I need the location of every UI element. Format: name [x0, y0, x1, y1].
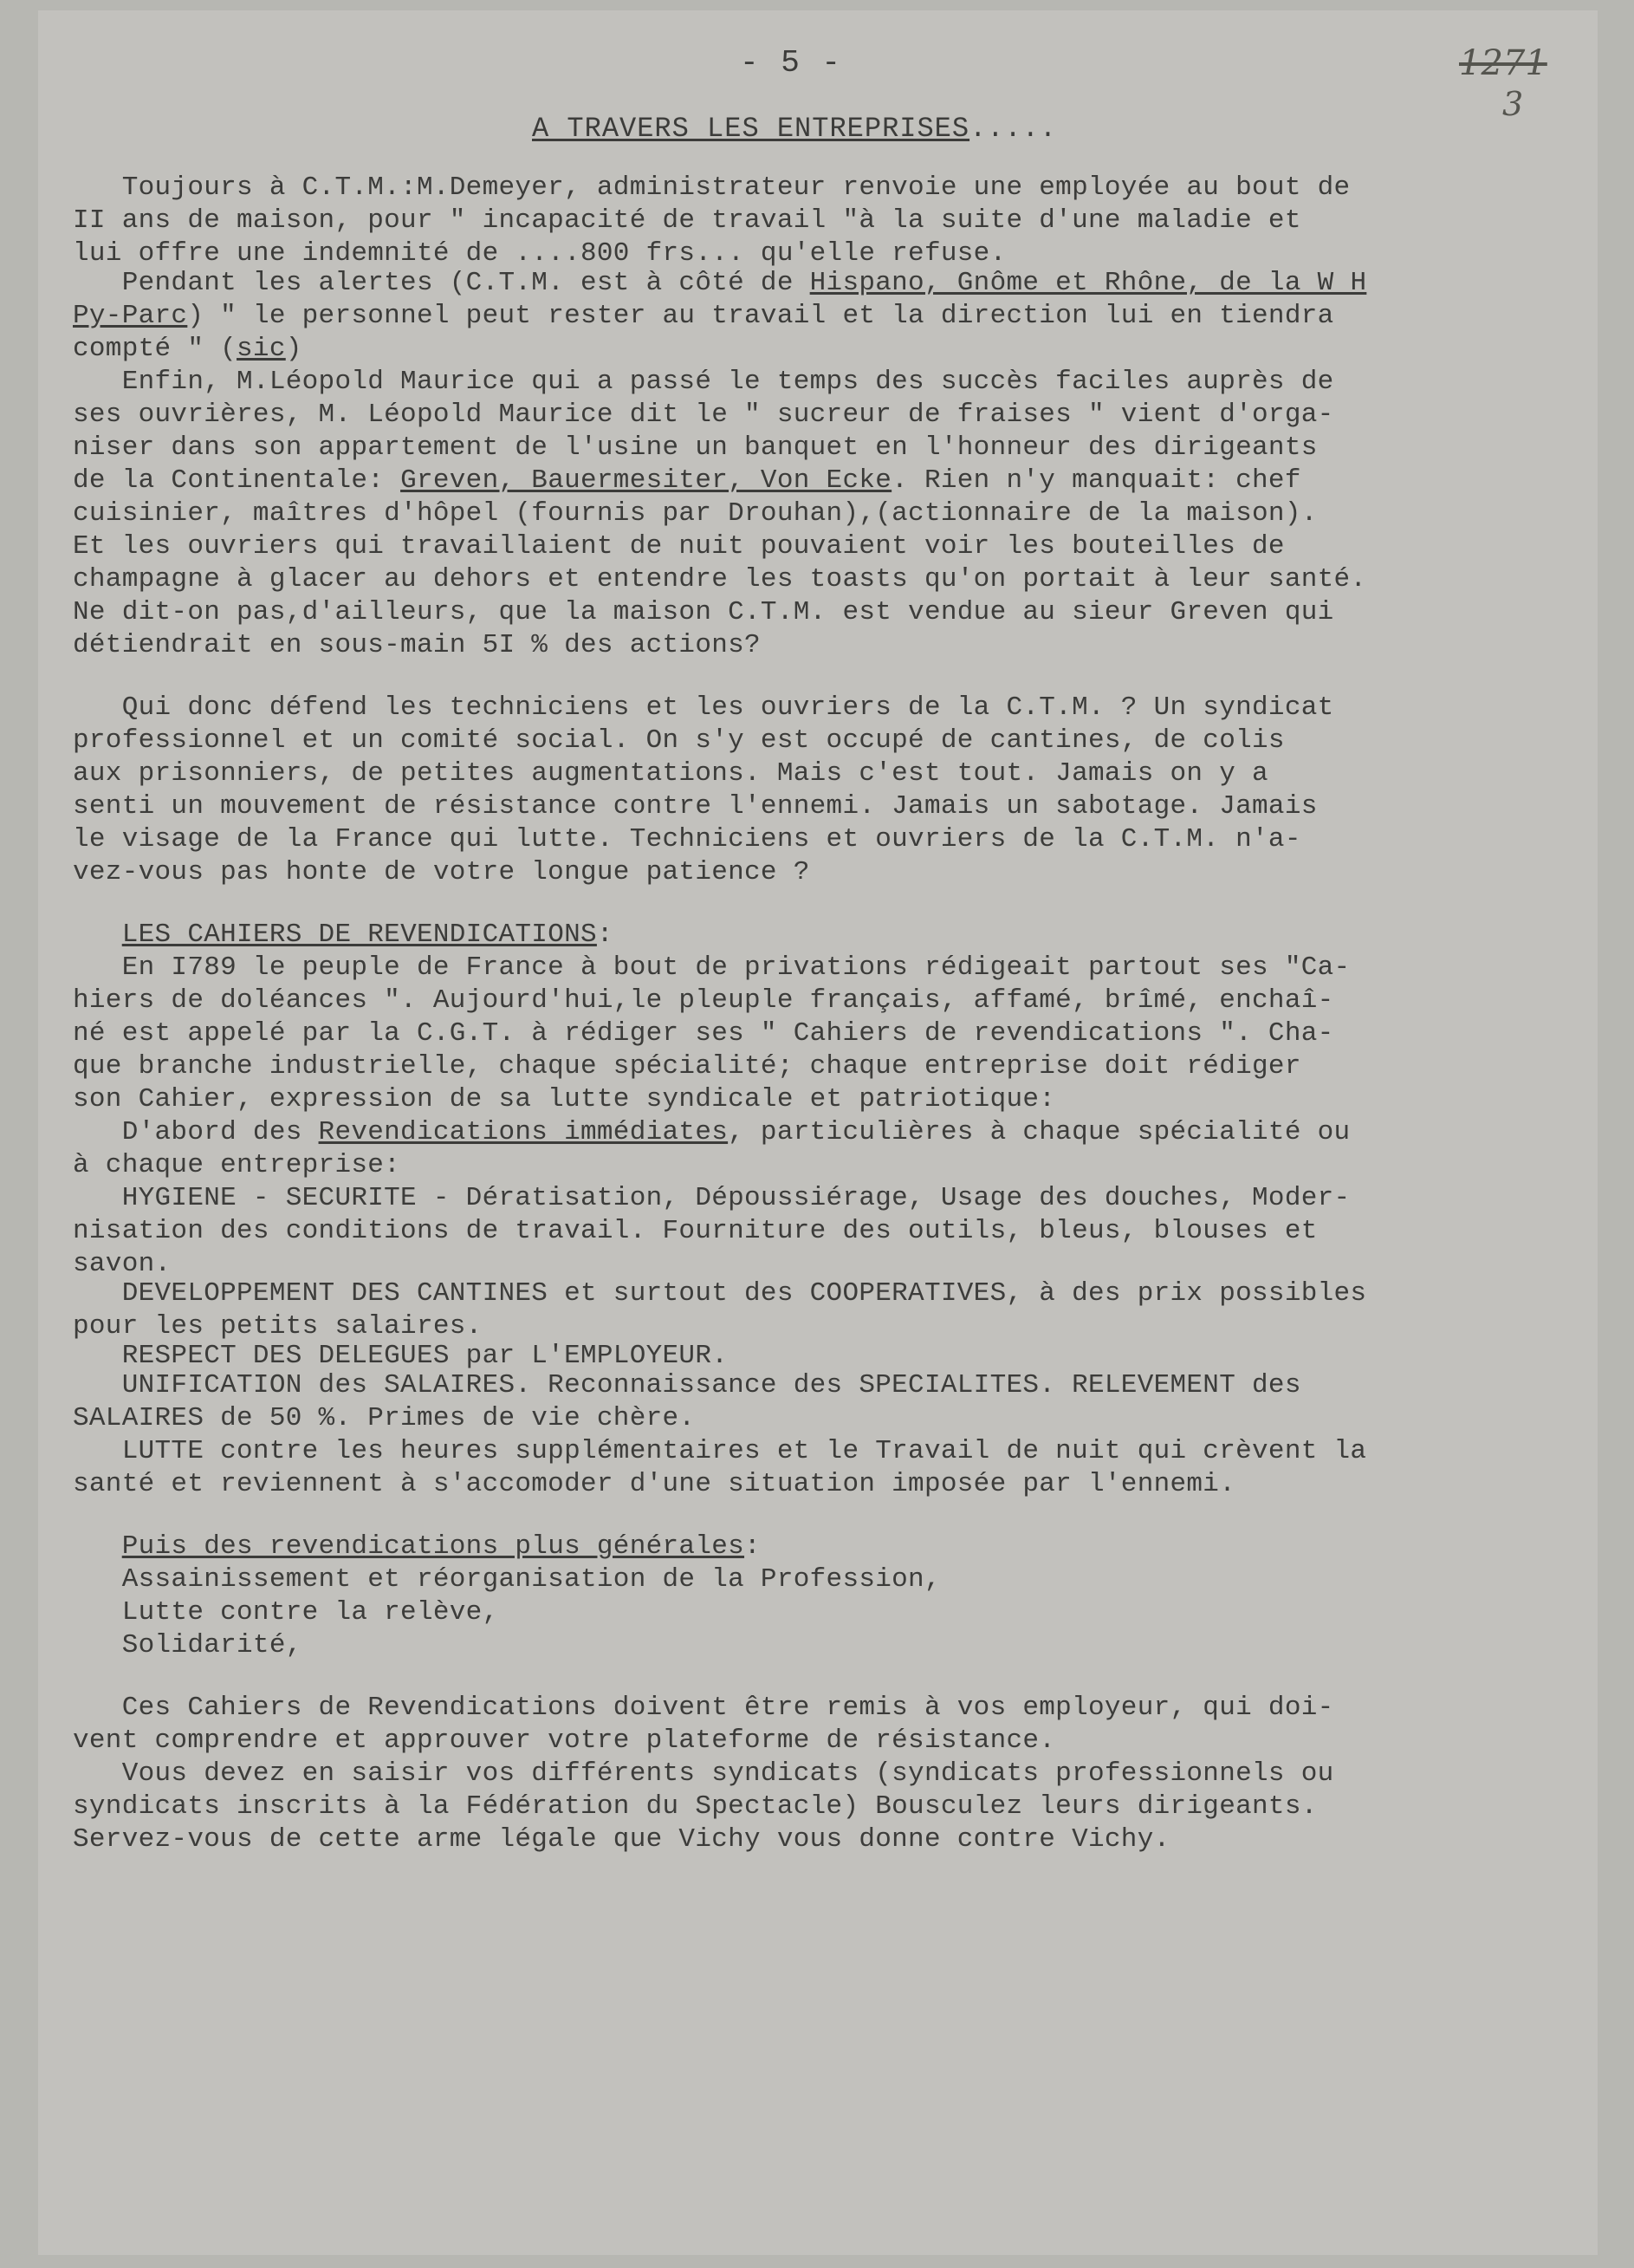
text-segment: détiendrait en sous-main 5I % des actions?: [73, 630, 761, 660]
text-line: [73, 1758, 1334, 1790]
text-segment: cuisinier, maîtres d'hôpel (fournis par Drouhan),(actionnaire de la maison).: [73, 498, 1318, 529]
text-line: [73, 856, 810, 889]
text-line: [73, 300, 1334, 333]
text-segment: Toujours à C.T.M.:M.Demeyer, administrateur renvoie une employée au bout de: [73, 172, 1351, 203]
document-page: [38, 10, 1598, 2255]
text-line: [73, 1083, 1055, 1116]
text-line: [73, 1692, 1334, 1725]
text-line: [73, 1277, 1366, 1310]
text-line: [73, 1530, 761, 1563]
text-line: [73, 629, 761, 662]
text-segment: compté " (: [73, 334, 237, 364]
text-segment: senti un mouvement de résistance contre l'ennemi. Jamais un sabotage. Jamais: [73, 791, 1318, 822]
text-segment: santé et reviennent à s'accomoder d'une situation imposée par l'ennemi.: [73, 1469, 1236, 1499]
text-segment: UNIFICATION des SALAIRES. Reconnaissance des SPECIALITES. RELEVEMENT des: [73, 1370, 1301, 1400]
underlined-text: sic: [237, 334, 286, 364]
text-segment: Et les ouvriers qui travaillaient de nuit pouvaient voir les bouteilles de: [73, 531, 1285, 562]
document-body: [38, 10, 1598, 2255]
text-segment: Pendant les alertes (C.T.M. est à côté de: [73, 268, 810, 298]
text-segment: à chaque entreprise:: [73, 1150, 401, 1180]
text-line: [73, 1435, 1366, 1468]
text-segment: de la Continentale:: [73, 465, 401, 496]
text-segment: le visage de la France qui lutte. Techniciens et ouvriers de la C.T.M. n'a-: [73, 824, 1301, 855]
text-segment: [73, 920, 122, 950]
text-segment: ses ouvrières, M. Léopold Maurice dit le " sucreur de fraises " vient d'orga-: [73, 400, 1334, 430]
text-line: [73, 465, 1301, 497]
text-segment: Lutte contre la relève,: [73, 1597, 499, 1628]
text-segment: . Rien n'y manquait: chef: [892, 465, 1301, 496]
text-segment: nisation des conditions de travail. Fourniture des outils, bleus, blouses et: [73, 1216, 1318, 1246]
text-line: [73, 1725, 1055, 1758]
text-segment: , particulières à chaque spécialité ou: [728, 1117, 1351, 1147]
document-title-text: A TRAVERS LES ENTREPRISES: [532, 113, 970, 145]
text-line: [73, 1050, 1301, 1083]
text-segment: syndicats inscrits à la Fédération du Spectacle) Bousculez leurs dirigeants.: [73, 1791, 1318, 1822]
text-segment: HYGIENE - SECURITE - Dératisation, Dépoussiérage, Usage des douches, Moder-: [73, 1183, 1351, 1213]
text-line: [73, 1182, 1350, 1215]
text-line: [73, 172, 1350, 205]
text-line: [73, 1629, 302, 1662]
text-line: [73, 1823, 1170, 1856]
text-line: [73, 497, 1318, 530]
text-line: [73, 952, 1350, 985]
page-number: - 5 -: [740, 45, 843, 81]
text-segment: niser dans son appartement de l'usine un banquet en l'honneur des dirigeants: [73, 432, 1318, 463]
text-segment: Ne dit-on pas,d'ailleurs, que la maison C.T.M. est vendue au sieur Greven qui: [73, 597, 1334, 627]
text-segment: aux prisonniers, de petites augmentations. Mais c'est tout. Jamais on y a: [73, 758, 1268, 789]
text-line: [73, 1402, 695, 1435]
text-segment: Assainissement et réorganisation de la Profession,: [73, 1564, 941, 1595]
archive-subnumber-handwritten: 3: [1502, 85, 1524, 123]
text-line: [73, 1596, 498, 1629]
text-line: [73, 1116, 1350, 1149]
text-segment: vez-vous pas honte de votre longue patience ?: [73, 857, 810, 887]
text-line: [73, 1215, 1318, 1248]
text-segment: En I789 le peuple de France à bout de privations rédigeait partout ses "Ca-: [73, 952, 1351, 983]
text-segment: [73, 1531, 122, 1562]
text-segment: professionnel et un comité social. On s'y est occupé de cantines, de colis: [73, 725, 1285, 756]
text-line: [73, 267, 1366, 300]
document-title-dots: .....: [969, 113, 1058, 145]
text-line: [73, 790, 1318, 823]
text-segment: SALAIRES de 50 %. Primes de vie chère.: [73, 1403, 696, 1433]
text-segment: Enfin, M.Léopold Maurice qui a passé le temps des succès faciles auprès de: [73, 367, 1334, 397]
text-line: [73, 333, 302, 366]
text-segment: hiers de doléances ". Aujourd'hui,le pleuple français, affamé, brîmé, enchaî-: [73, 985, 1334, 1016]
text-segment: que branche industrielle, chaque spécialité; chaque entreprise doit rédiger: [73, 1051, 1301, 1082]
text-segment: Servez-vous de cette arme légale que Vichy vous donne contre Vichy.: [73, 1824, 1170, 1855]
text-segment: LUTTE contre les heures supplémentaires et le Travail de nuit qui crèvent la: [73, 1436, 1367, 1466]
text-segment: pour les petits salaires.: [73, 1311, 483, 1342]
underlined-text: Hispano, Gnôme et Rhône, de la W H: [809, 268, 1367, 298]
text-segment: DEVELOPPEMENT DES CANTINES et surtout des COOPERATIVES, à des prix possibles: [73, 1278, 1367, 1309]
text-segment: champagne à glacer au dehors et entendre les toasts qu'on portait à leur santé.: [73, 564, 1367, 595]
text-line: [73, 757, 1268, 790]
underlined-text: LES CAHIERS DE REVENDICATIONS: [121, 920, 597, 950]
text-line: [73, 1149, 400, 1182]
text-segment: Vous devez en saisir vos différents syndicats (syndicats professionnels ou: [73, 1758, 1334, 1789]
text-segment: vent comprendre et approuver votre plateforme de résistance.: [73, 1725, 1056, 1756]
text-segment: son Cahier, expression de sa lutte syndicale et patriotique:: [73, 1084, 1056, 1115]
underlined-text: Greven, Bauermesiter, Von Ecke: [400, 465, 892, 496]
text-line: [73, 1340, 728, 1373]
text-line: [73, 1369, 1301, 1402]
text-line: [73, 366, 1334, 399]
text-line: [73, 1468, 1235, 1501]
text-segment: RESPECT DES DELEGUES par L'EMPLOYEUR.: [73, 1341, 729, 1371]
text-segment: :: [744, 1531, 761, 1562]
text-line: [73, 596, 1334, 629]
text-line: [73, 1017, 1334, 1050]
underlined-text: Revendications immédiates: [318, 1117, 729, 1147]
text-line: [73, 432, 1318, 465]
text-line: [73, 1790, 1318, 1823]
text-line: [73, 237, 1006, 270]
text-segment: ): [285, 334, 302, 364]
text-segment: ) " le personnel peut rester au travail et la direction lui en tiendra: [187, 301, 1334, 331]
text-segment: Qui donc défend les techniciens et les ouvriers de la C.T.M. ? Un syndicat: [73, 692, 1334, 723]
text-line: [73, 399, 1334, 432]
text-line: [73, 725, 1285, 757]
archive-number-handwritten: 1271: [1459, 43, 1547, 83]
text-line: [73, 1310, 483, 1343]
text-segment: II ans de maison, pour " incapacité de travail "à la suite d'une maladie et: [73, 205, 1301, 236]
underlined-text: Py-Parc: [73, 301, 188, 331]
text-line: [73, 563, 1366, 596]
text-segment: :: [596, 920, 613, 950]
text-segment: Solidarité,: [73, 1630, 302, 1660]
text-line: [73, 1563, 941, 1596]
text-segment: savon.: [73, 1249, 172, 1279]
text-segment: lui offre une indemnité de ....800 frs... qu'elle refuse.: [73, 238, 1007, 269]
underlined-text: Puis des revendications plus générales: [121, 1531, 745, 1562]
text-line: [73, 205, 1301, 237]
text-line: [73, 985, 1334, 1017]
text-line: [73, 530, 1285, 563]
text-line: [73, 823, 1301, 856]
text-line: [73, 919, 613, 952]
text-line: [73, 1248, 171, 1281]
text-segment: né est appelé par la C.G.T. à rédiger ses " Cahiers de revendications ". Cha-: [73, 1018, 1334, 1049]
text-segment: Ces Cahiers de Revendications doivent être remis à vos employeur, qui doi-: [73, 1693, 1334, 1723]
text-line: [73, 692, 1334, 725]
text-segment: D'abord des: [73, 1117, 319, 1147]
